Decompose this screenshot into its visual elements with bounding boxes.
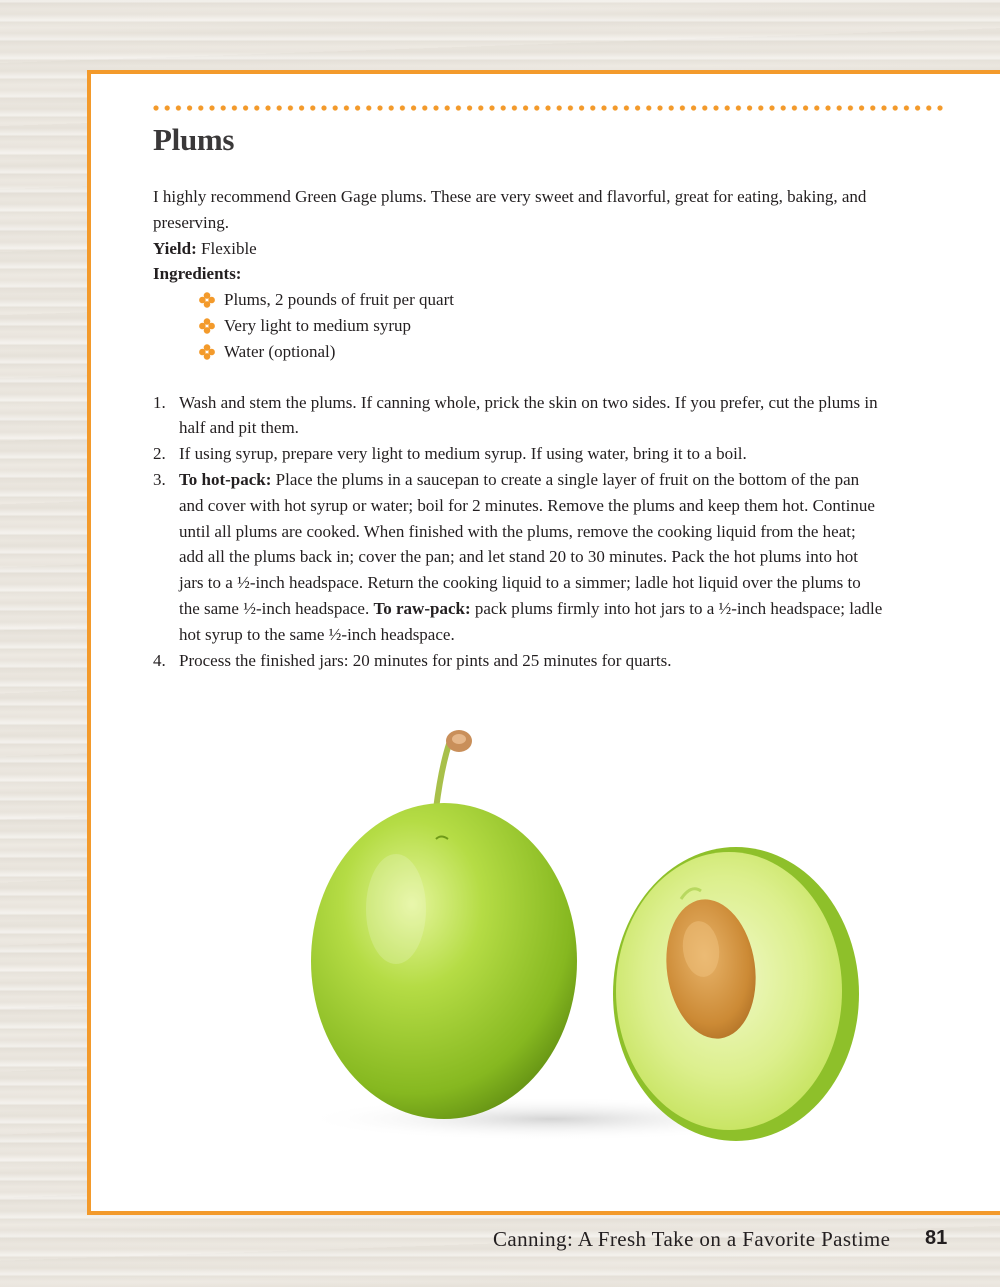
recipe-body	[153, 184, 883, 673]
hot-pack-label: To hot-pack:	[179, 469, 272, 489]
step-number: 2.	[153, 444, 166, 464]
step-text: To hot-pack: Place the plums in a saucepan to create a single layer of fruit on the bottom of the pan and cover with hot syrup or water; boil for 2 minutes. Remove the plums and keep them hot. Continue until all plums are cooked. When finished with the plums, remove the cooking liquid from the heat; add all the plums back in; cover the pan; and let stand 20 to 30 minutes. Pack the hot plums into hot jars to a ½-inch headspace. Return the cooking liquid to a simmer; ladle hot liquid over the plums to the same ½-inch headspace. To raw-pack: pack plums firmly into hot jars to a ½-inch headspace; ladle hot syrup to the same ½-inch headspace.	[179, 469, 883, 644]
steps-list	[153, 390, 883, 674]
raw-pack-label: To raw-pack:	[373, 598, 471, 618]
quatrefoil-bullet-icon	[196, 292, 218, 308]
step-number: 1.	[153, 392, 166, 412]
ingredients-heading: Ingredients:	[153, 264, 242, 284]
ingredient-text: Water (optional)	[224, 341, 336, 361]
yield-line	[153, 236, 883, 262]
ingredient-item	[196, 287, 883, 313]
step-item	[153, 441, 883, 467]
ingredient-item	[196, 339, 883, 365]
step-number: 3.	[153, 469, 166, 489]
plums-photo	[301, 719, 861, 1149]
content-panel	[87, 70, 1000, 1215]
page-number: 81	[925, 1227, 948, 1249]
ingredients-list	[153, 287, 883, 364]
step-item	[153, 390, 883, 442]
step-text: Wash and stem the plums. If canning whole, prick the skin on two sides. If you prefer, cut the plums in half and pit them.	[179, 392, 878, 438]
quatrefoil-bullet-icon	[196, 318, 218, 334]
yield-label: Yield:	[153, 238, 197, 258]
page-title: Plums	[153, 122, 235, 157]
step-item	[153, 648, 883, 674]
step-text: If using syrup, prepare very light to medium syrup. If using water, bring it to a boil.	[179, 444, 747, 464]
step-item	[153, 467, 883, 648]
step-number: 4.	[153, 650, 166, 670]
dotted-rule	[153, 104, 943, 112]
ingredient-text: Very light to medium syrup	[224, 315, 411, 335]
step-text: Process the finished jars: 20 minutes for pints and 25 minutes for quarts.	[179, 650, 672, 670]
ingredient-text: Plums, 2 pounds of fruit per quart	[224, 290, 454, 310]
intro-text: I highly recommend Green Gage plums. These are very sweet and flavorful, great for eating, baking, and preserving.	[153, 187, 867, 232]
quatrefoil-bullet-icon	[196, 344, 218, 360]
book-title: Canning: A Fresh Take on a Favorite Pastime	[493, 1227, 891, 1251]
yield-value: Flexible	[196, 238, 257, 258]
ingredient-item	[196, 313, 883, 339]
